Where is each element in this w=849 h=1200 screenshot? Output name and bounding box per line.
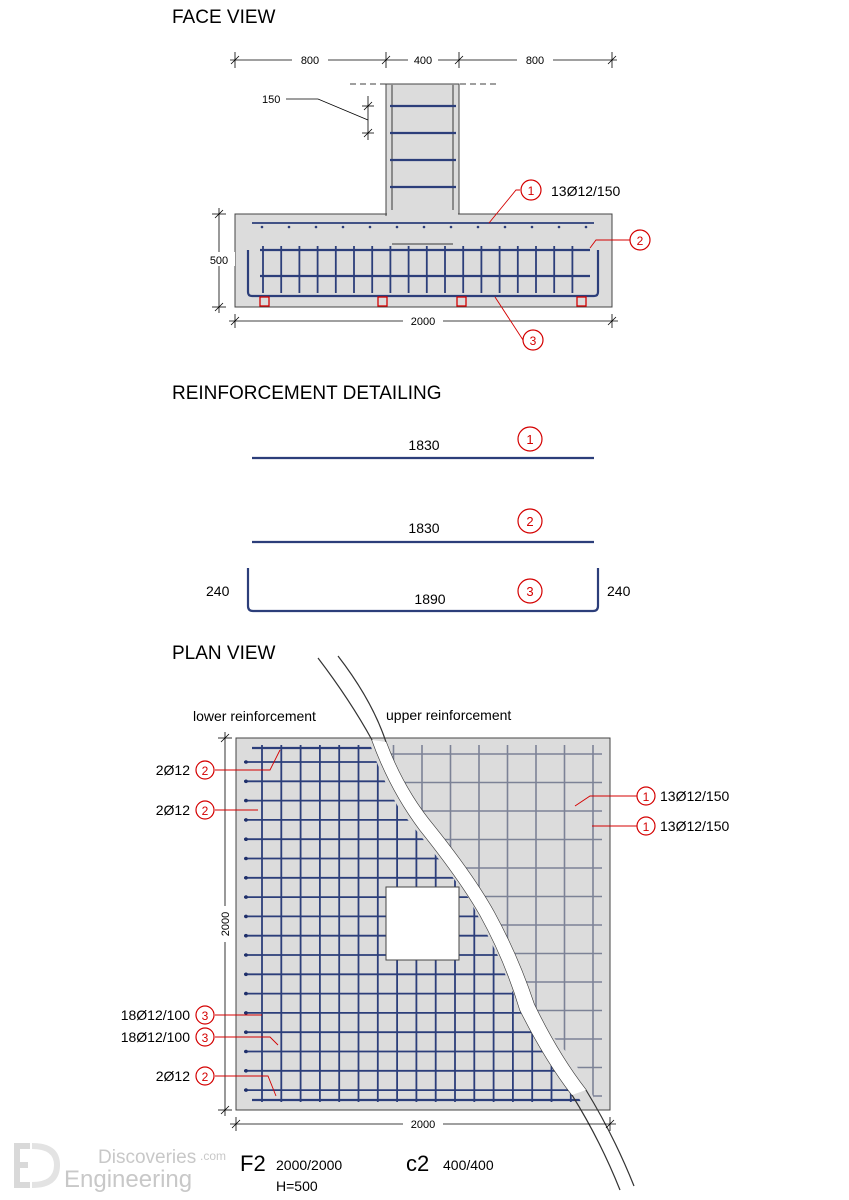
plan-view (121, 643, 730, 1190)
bar-end-dot (244, 934, 248, 938)
left-callout-4-mark: 3 (201, 1031, 209, 1045)
bar-section-dot (450, 226, 453, 229)
column-code: c2 (406, 1151, 430, 1176)
left-callout-5-mark: 2 (201, 1070, 209, 1084)
right-callout-1-mark: 1 (642, 790, 650, 804)
upper-reinforcement-label: upper reinforcement (386, 707, 512, 723)
dim-left: 800 (300, 55, 320, 67)
left-callout-5-label: 2Ø12 (155, 1068, 190, 1084)
ed-logo-icon (14, 1143, 60, 1188)
bar-end-dot (244, 915, 248, 919)
right-callout-1-label: 13Ø12/150 (660, 788, 730, 804)
mark-1: 1 (527, 184, 535, 198)
bar-section-dot (315, 226, 318, 229)
bar-end-dot (244, 780, 248, 784)
dim-height: 500 (209, 255, 229, 267)
bar-end-dot (244, 876, 248, 880)
dim-stirrup: 150 (262, 94, 281, 106)
footing-info (240, 1151, 494, 1194)
left-callout-3-label: 18Ø12/100 (120, 1007, 190, 1023)
right-callout-2-mark: 1 (642, 820, 650, 834)
footing-height: H=500 (276, 1178, 318, 1194)
footing-code: F2 (240, 1151, 266, 1176)
mark-1-label: 13Ø12/150 (551, 183, 621, 199)
bar-3-mark: 3 (526, 584, 534, 599)
face-view-title: FACE VIEW (172, 7, 276, 28)
watermark-line2: Engineering (64, 1166, 193, 1193)
left-callout-1-mark: 2 (201, 764, 209, 778)
bar-section-dot (288, 226, 291, 229)
bar-end-dot (244, 973, 248, 977)
column-opening (386, 887, 459, 960)
bar-end-dot (244, 1011, 248, 1015)
bar-end-dot (244, 799, 248, 803)
bar-section-dot (585, 226, 588, 229)
bar-2-length: 1830 (408, 520, 440, 536)
bar-3-leg-right: 240 (607, 583, 631, 599)
bar-3-length: 1890 (414, 591, 446, 607)
footing-size: 2000/2000 (276, 1157, 343, 1173)
mark-3: 3 (529, 334, 537, 348)
bar-end-dot (244, 760, 248, 764)
plan-view-title: PLAN VIEW (172, 643, 276, 664)
bar-end-dot (244, 895, 248, 899)
bar-end-dot (244, 1088, 248, 1092)
dim-mid: 400 (413, 55, 433, 67)
reinforcement-detailing (172, 383, 631, 611)
bar-section-dot (558, 226, 561, 229)
bar-end-dot (244, 818, 248, 822)
dim-bottom: 2000 (410, 1119, 436, 1131)
bar-1-mark: 1 (526, 432, 534, 447)
lower-reinforcement-label: lower reinforcement (193, 708, 316, 724)
left-callout-4-label: 18Ø12/100 (120, 1029, 190, 1045)
watermark-line1: Discoveries (98, 1147, 197, 1168)
left-callout-3-mark: 3 (201, 1009, 209, 1023)
bar-end-dot (244, 837, 248, 841)
bar-2-mark: 2 (526, 514, 534, 529)
bar-section-dot (531, 226, 534, 229)
bar-section-dot (423, 226, 426, 229)
watermark-suffix: .com (200, 1149, 227, 1163)
left-callout-2-mark: 2 (201, 804, 209, 818)
watermark (14, 1143, 226, 1193)
bar-section-dot (261, 226, 264, 229)
face-view (172, 7, 650, 350)
dim-side: 2000 (220, 911, 232, 937)
bar-end-dot (244, 992, 248, 996)
bar-3-leg-left: 240 (206, 583, 230, 599)
left-callout-2-label: 2Ø12 (155, 802, 190, 818)
bar-end-dot (244, 1030, 248, 1034)
bar-end-dot (244, 1050, 248, 1054)
column-size: 400/400 (443, 1157, 494, 1173)
mark-2: 2 (636, 234, 644, 248)
bar-section-dot (396, 226, 399, 229)
detailing-title: REINFORCEMENT DETAILING (172, 383, 442, 404)
left-callout-1-label: 2Ø12 (155, 762, 190, 778)
bar-end-dot (244, 953, 248, 957)
bar-end-dot (244, 1069, 248, 1073)
right-callout-2-label: 13Ø12/150 (660, 818, 730, 834)
stirrup-spacing-dim (286, 96, 374, 140)
dim-right: 800 (525, 55, 545, 67)
bar-section-dot (342, 226, 345, 229)
bar-end-dot (244, 857, 248, 861)
bar-section-dot (504, 226, 507, 229)
bar-section-dot (369, 226, 372, 229)
dim-width: 2000 (410, 316, 436, 328)
bar-1-length: 1830 (408, 437, 440, 453)
bar-section-dot (477, 226, 480, 229)
